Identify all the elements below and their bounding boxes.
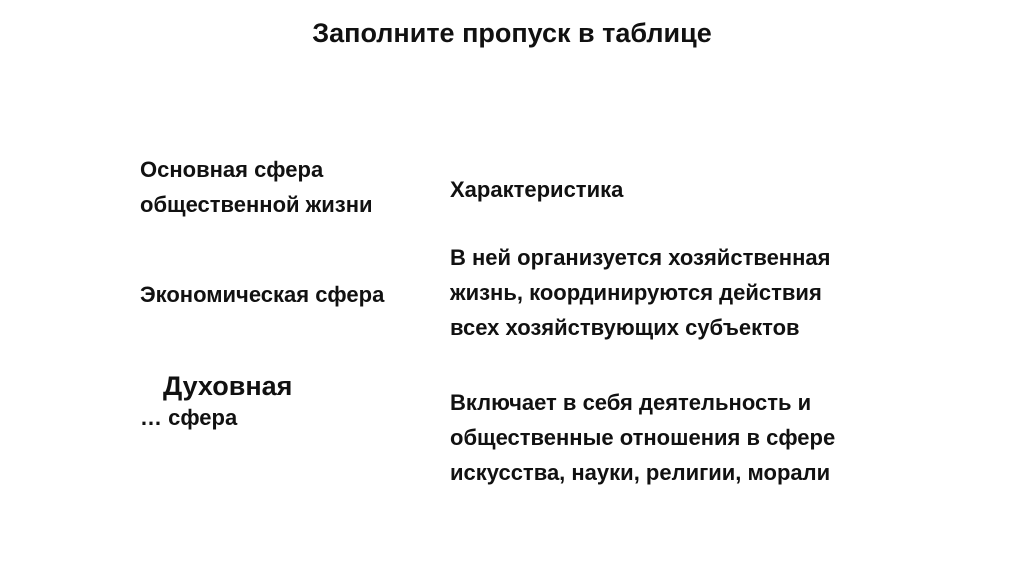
header-characteristic-text: Характеристика (450, 177, 624, 202)
row-1-characteristic (450, 240, 930, 345)
row-2-characteristic-line-2: общественные отношения в сфере (450, 425, 836, 450)
row-2-characteristic (450, 385, 930, 490)
row-1-sphere-text: Экономическая сфера (140, 282, 385, 307)
header-sphere-line-1: Основная сфера (140, 157, 324, 182)
row-2-characteristic-line-3: искусства, науки, религии, морали (450, 460, 831, 485)
row-2-answer: Духовная (163, 371, 293, 401)
header-characteristic (450, 172, 930, 207)
row-1-sphere (140, 277, 450, 312)
row-2-characteristic-line-1: Включает в себя деятельность и (450, 390, 812, 415)
row-1-characteristic-line-1: В ней организуется хозяйственная (450, 245, 831, 270)
row-2-sphere (140, 400, 440, 435)
row-2-sphere-text: … сфера (140, 405, 238, 430)
header-sphere-line-2: общественной жизни (140, 192, 373, 217)
header-sphere (140, 152, 440, 222)
row-1-characteristic-line-2: жизнь, координируются действия (450, 280, 822, 305)
row-1-characteristic-line-3: всех хозяйствующих субъектов (450, 315, 800, 340)
slide-title: Заполните пропуск в таблице (312, 18, 712, 48)
